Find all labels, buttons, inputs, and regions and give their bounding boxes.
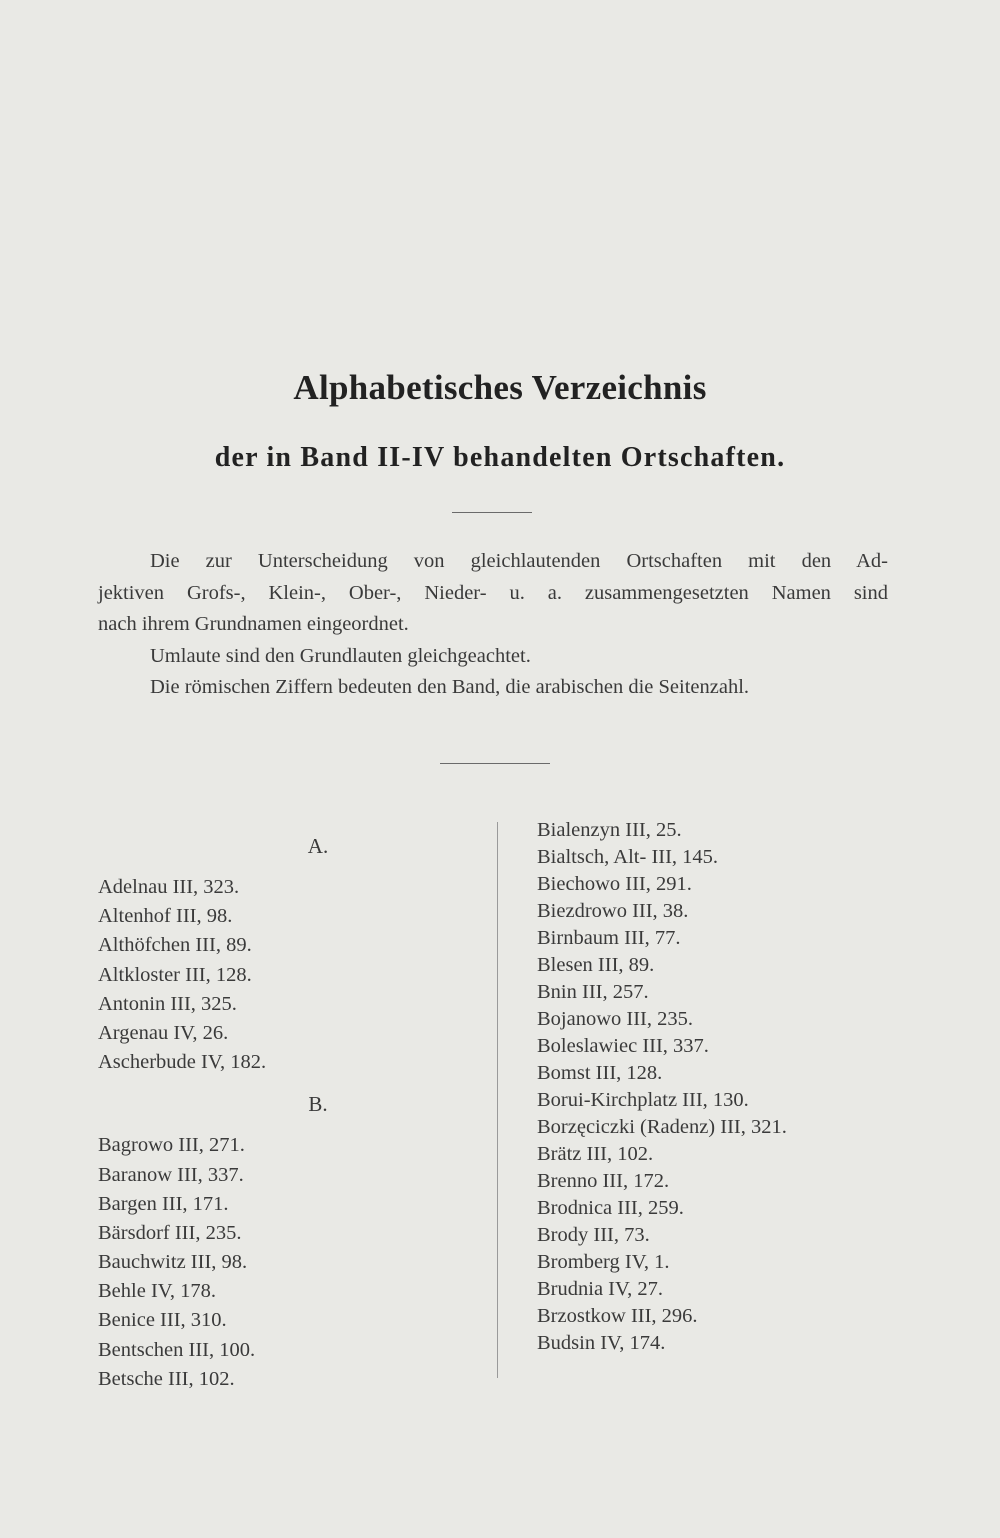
index-entry: Borzęciczki (Radenz) III, 321. [537, 1116, 787, 1138]
index-entry: Brzostkow III, 296. [537, 1305, 698, 1327]
index-entry: Bialenzyn III, 25. [537, 819, 682, 841]
entry-list-a [98, 873, 458, 1077]
section-letter-b: B. [308, 1092, 328, 1117]
index-entry: Ascherbude IV, 182. [98, 1051, 267, 1074]
index-entry: Biezdrowo III, 38. [537, 900, 689, 922]
index-entry: Bauchwitz III, 98. [98, 1251, 248, 1274]
index-entry: Brodnica III, 259. [537, 1197, 684, 1219]
intro-paragraph [98, 546, 888, 704]
index-entry: Boleslawiec III, 337. [537, 1035, 709, 1057]
intro-line: Umlaute sind den Grundlauten gleichgeachtet. [150, 644, 531, 667]
section-letter-a: A. [307, 834, 329, 858]
page-title: Alphabetisches Verzeichnis [293, 368, 707, 407]
intro-line: Die zur Unterscheidung von gleichlautenden Ortschaften mit den Ad- [150, 550, 888, 572]
index-entry: Brätz III, 102. [537, 1143, 654, 1165]
index-entry: Bnin III, 257. [537, 981, 649, 1003]
index-entry: Bialtsch, Alt- III, 145. [537, 846, 719, 868]
index-entry: Betsche III, 102. [98, 1367, 235, 1390]
entry-list-b-continued [537, 817, 937, 1357]
intro-line: Die römischen Ziffern bedeuten den Band, die arabischen die Seitenzahl. [150, 676, 750, 698]
index-entry: Borui-Kirchplatz III, 130. [537, 1089, 749, 1111]
index-entry: Bomst III, 128. [537, 1062, 663, 1084]
index-entry: Antonin III, 325. [98, 992, 237, 1015]
index-entry: Brody III, 73. [537, 1224, 650, 1246]
index-entry: Budsin IV, 174. [537, 1332, 666, 1354]
divider-rule-top [452, 512, 532, 513]
divider-rule-middle [440, 763, 550, 764]
index-entry: Altkloster III, 128. [98, 963, 252, 986]
index-column-left [98, 830, 458, 1394]
index-entry: Bärsdorf III, 235. [98, 1221, 242, 1244]
index-entry: Bagrowo III, 271. [98, 1134, 245, 1157]
index-entry: Baranow III, 337. [98, 1163, 244, 1186]
index-entry: Bojanowo III, 235. [537, 1008, 694, 1030]
intro-line: jektiven Grofs-, Klein-, Ober-, Nieder- u. a. zusammengesetzten Namen sind [98, 581, 888, 604]
page-subtitle: der in Band II-IV behandelten Ortschaften. [214, 442, 786, 473]
index-entry: Althöfchen III, 89. [98, 934, 252, 957]
index-entry: Brudnia IV, 27. [537, 1278, 664, 1300]
index-entry: Bromberg IV, 1. [537, 1251, 670, 1273]
index-column-right [537, 817, 937, 1357]
index-entry: Bargen III, 171. [98, 1192, 229, 1215]
index-entry: Altenhof III, 98. [98, 905, 233, 928]
intro-line: nach ihrem Grundnamen eingeordnet. [98, 613, 409, 635]
index-entry: Behle IV, 178. [98, 1280, 217, 1303]
index-entry: Benice III, 310. [98, 1309, 227, 1332]
index-entry: Biechowo III, 291. [537, 873, 692, 895]
column-divider [497, 822, 498, 1378]
index-entry: Brenno III, 172. [537, 1170, 670, 1192]
index-entry: Argenau IV, 26. [98, 1021, 229, 1044]
entry-list-b [98, 1131, 458, 1394]
index-entry: Adelnau III, 323. [98, 876, 240, 898]
index-entry: Bentschen III, 100. [98, 1338, 256, 1361]
index-entry: Birnbaum III, 77. [537, 927, 681, 949]
index-entry: Blesen III, 89. [537, 954, 655, 976]
